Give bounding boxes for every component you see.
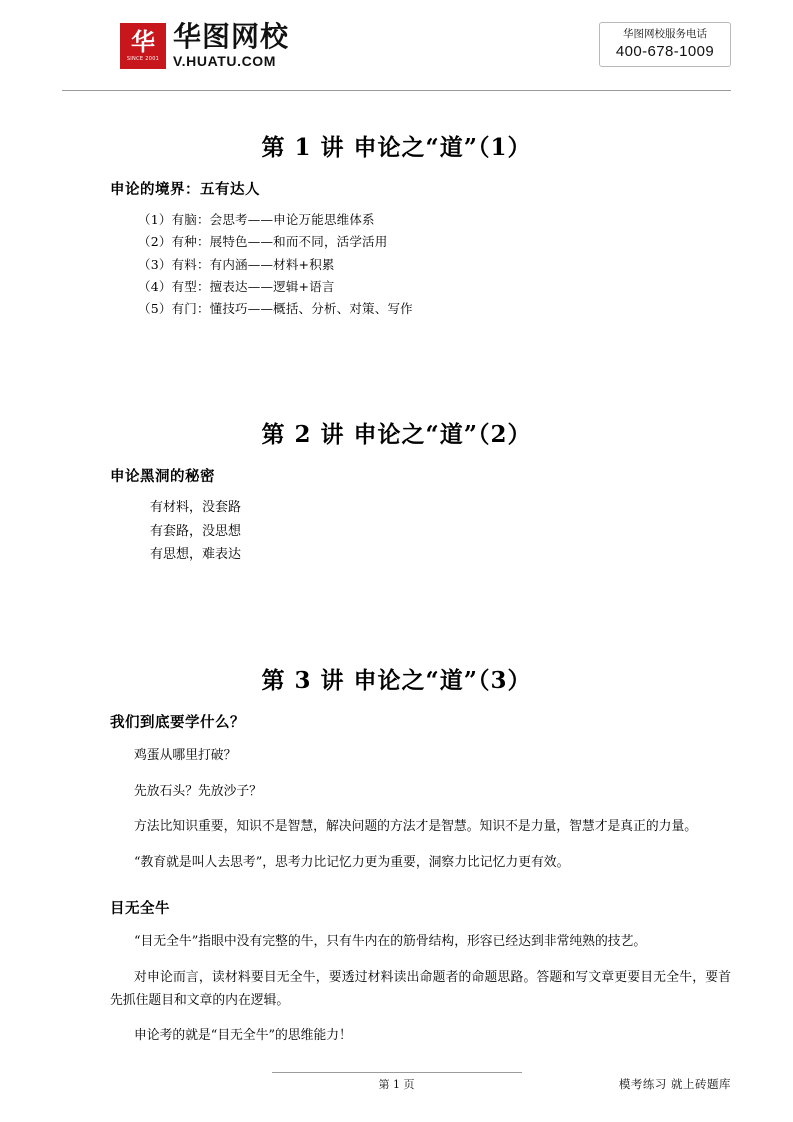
logo-mark-icon bbox=[120, 23, 166, 69]
footer-row bbox=[62, 1076, 731, 1092]
service-phone-number: 400-678-1009 bbox=[615, 42, 715, 60]
paragraph: 对申论而言，读材料要目无全牛，要透过材料读出命题者的命题思路。答题和写文章更要目无全牛，要首先抓住题目和文章的内在逻辑。 bbox=[110, 969, 731, 1008]
lecture-3-section-1-subhead: 我们到底要学什么？ bbox=[110, 714, 245, 732]
brand-name-en: V.HUATU.COM bbox=[173, 53, 277, 70]
lecture-3-section-2-body bbox=[110, 931, 731, 1048]
lecture-2-lines bbox=[150, 496, 731, 566]
footer-slogan: 模考练习 就上砖题库 bbox=[618, 1077, 731, 1091]
page-number: 第 1 页 bbox=[378, 1078, 415, 1091]
header-divider bbox=[62, 90, 731, 91]
paragraph: “教育就是叫人去思考”，思考力比记忆力更为重要，洞察力比记忆力更有效。 bbox=[134, 854, 570, 870]
logo-glyph: 华 bbox=[131, 27, 155, 56]
list-item: （3）有料：有内涵——材料+积累 bbox=[138, 256, 335, 272]
footer-divider bbox=[272, 1072, 522, 1073]
brand-logo bbox=[120, 22, 289, 69]
page-header bbox=[62, 22, 731, 84]
lecture-1-subhead: 申论的境界：五有达人 bbox=[110, 181, 260, 198]
lecture-3-section-2-subhead: 目无全牛 bbox=[110, 900, 170, 918]
list-item: （2）有种：展特色——和而不同，活学活用 bbox=[138, 234, 388, 250]
brand-wordmark bbox=[173, 22, 289, 69]
text-line: 有材料，没套路 bbox=[150, 500, 242, 516]
lecture-3-title: 第 3 讲 申论之“道”（3） bbox=[261, 667, 532, 695]
service-phone-label: 华图网校服务电话 bbox=[623, 28, 707, 40]
paragraph: 先放石头？先放沙子？ bbox=[134, 783, 262, 799]
lecture-1-title: 第 1 讲 申论之“道”（1） bbox=[261, 134, 532, 161]
paragraph: 方法比知识重要，知识不是智慧，解决问题的方法才是智慧。知识不是力量，智慧才是真正的力量。 bbox=[134, 819, 698, 835]
paragraph: 鸡蛋从哪里打破？ bbox=[134, 748, 237, 764]
lecture-1-list bbox=[138, 209, 731, 320]
lecture-2-title: 第 2 讲 申论之“道”（2） bbox=[261, 421, 532, 449]
lecture-3-section-1-body bbox=[110, 745, 731, 874]
lecture-2-subhead: 申论黑洞的秘密 bbox=[110, 468, 215, 486]
service-phone-box bbox=[599, 22, 731, 67]
list-item: （1）有脑：会思考——申论万能思维体系 bbox=[138, 212, 375, 227]
list-item: （5）有门：懂技巧——概括、分析、对策、写作 bbox=[138, 301, 413, 316]
logo-since-label: SINCE 2001 bbox=[126, 55, 160, 62]
text-line: 有套路，没思想 bbox=[150, 523, 242, 539]
paragraph: “目无全牛”指眼中没有完整的牛，只有牛内在的筋骨结构，形容已经达到非常纯熟的技艺。 bbox=[134, 934, 647, 950]
list-item: （4）有型：擅表达——逻辑+语言 bbox=[138, 278, 335, 294]
brand-name-cn: 华图网校 bbox=[173, 20, 290, 53]
paragraph: 申论考的就是“目无全牛”的思维能力！ bbox=[134, 1028, 352, 1044]
page-footer bbox=[0, 1072, 793, 1092]
text-line: 有思想，难表达 bbox=[150, 547, 242, 563]
